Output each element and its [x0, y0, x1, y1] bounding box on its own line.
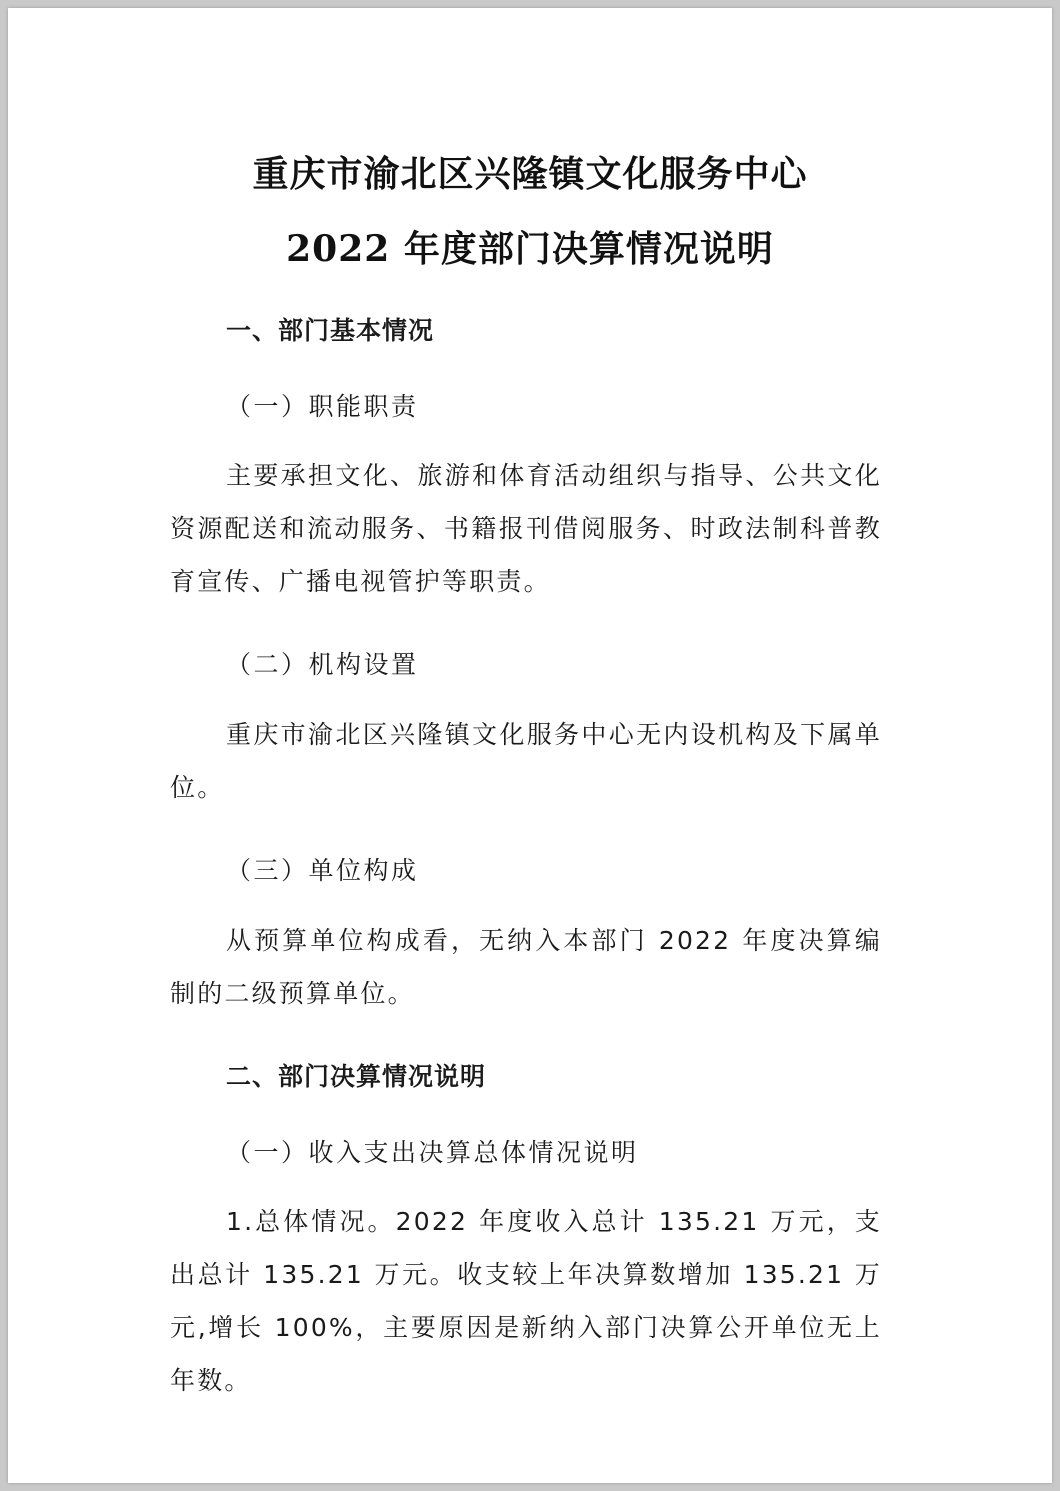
- section-1-3-heading: （三）单位构成: [226, 856, 419, 885]
- document-title-line-2: 2022 年度部门决算情况说明: [286, 228, 774, 270]
- section-1-3-paragraph: 从预算单位构成看，无纳入本部门 2022 年度决算编制的二级预算单位。: [170, 926, 882, 1008]
- section-1-2-paragraph: 重庆市渝北区兴隆镇文化服务中心无内设机构及下属单位。: [170, 720, 882, 802]
- section-1-1-heading: （一）职能职责: [226, 392, 419, 421]
- document-page: [8, 8, 1052, 1483]
- section-2-1-paragraph: 1.总体情况。2022 年度收入总计 135.21 万元，支出总计 135.21 万元。收支较上年决算数增加 135.21 万元,增长 100%，主要原因是新纳入部门决算公开单位无上年数。: [170, 1207, 882, 1395]
- section-2-1-heading: （一）收入支出决算总体情况说明: [226, 1138, 639, 1167]
- document-title-line-1: 重庆市渝北区兴隆镇文化服务中心: [252, 153, 808, 195]
- section-2-heading: 二、部门决算情况说明: [226, 1062, 487, 1091]
- section-1-2-heading: （二）机构设置: [226, 650, 419, 679]
- section-1-1-paragraph: 主要承担文化、旅游和体育活动组织与指导、公共文化资源配送和流动服务、书籍报刊借阅服务、时政法制科普教育宣传、广播电视管护等职责。: [170, 461, 882, 596]
- section-1-heading: 一、部门基本情况: [226, 316, 435, 345]
